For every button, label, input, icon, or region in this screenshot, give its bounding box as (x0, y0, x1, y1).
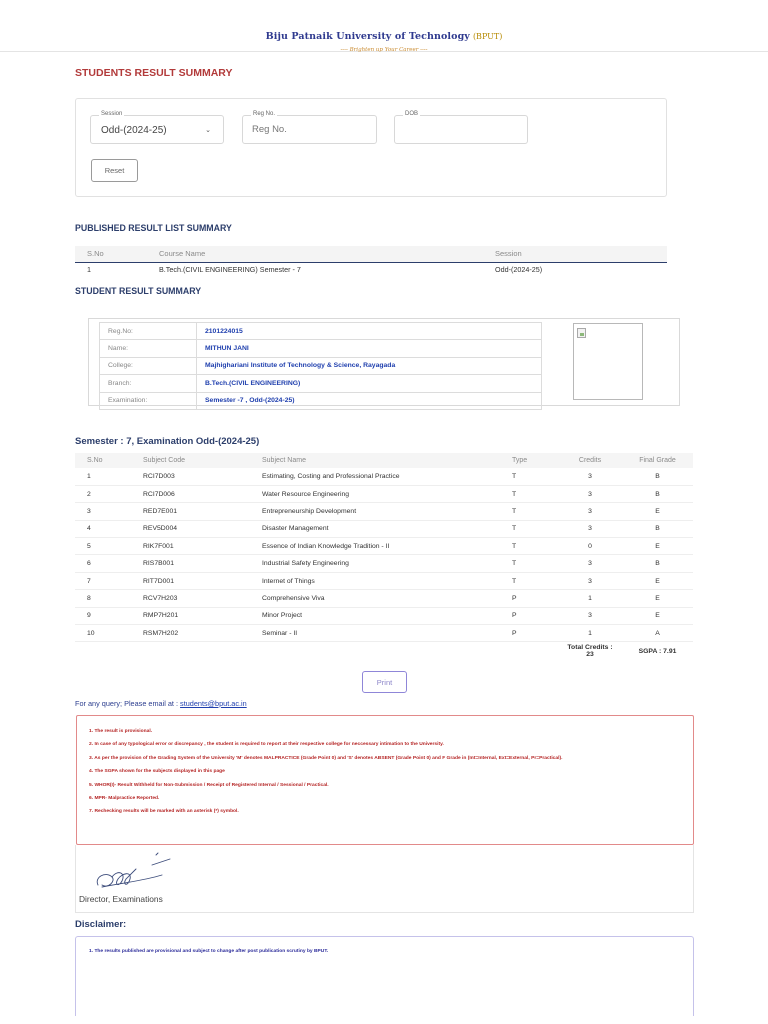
table-row (75, 503, 693, 520)
info-row-college (100, 357, 542, 374)
cell-credits: 3 (558, 555, 622, 572)
cell-type: T (512, 572, 558, 589)
published-list-title: PUBLISHED RESULT LIST SUMMARY (75, 223, 232, 233)
results-table (75, 453, 693, 659)
cell-grade: B (622, 485, 693, 502)
totals-row (75, 642, 693, 659)
session-value: Odd-(2024-25) (101, 125, 167, 136)
info-row-name (100, 340, 542, 357)
info-value: 2101224015 (197, 323, 542, 340)
cell-grade: E (622, 572, 693, 589)
cell-credits: 1 (558, 625, 622, 642)
cell-credits: 0 (558, 538, 622, 555)
cell-grade: B (622, 520, 693, 537)
cell-subject-code: RIK7F001 (143, 538, 262, 555)
session-select[interactable] (90, 111, 224, 144)
cell-sno: 4 (75, 520, 143, 537)
search-card (75, 98, 667, 197)
cell-type: P (512, 625, 558, 642)
tagline: ---- Brighten up Your Career ---- (340, 47, 428, 53)
note-item: 1. The result is provisional. (89, 729, 153, 734)
query-line (75, 699, 247, 708)
page-title: STUDENTS RESULT SUMMARY (75, 67, 233, 79)
cell-session: Odd-(2024-25) (495, 264, 543, 274)
cell-type: P (512, 607, 558, 624)
cell-subject-name: Estimating, Costing and Professional Practice (262, 468, 512, 485)
table-row (75, 538, 693, 555)
table-row (75, 485, 693, 502)
cell-type: T (512, 503, 558, 520)
cell-sno: 8 (75, 590, 143, 607)
cell-subject-code: RSM7H202 (143, 625, 262, 642)
disclaimer-title: Disclaimer: (75, 919, 127, 930)
cell-subject-code: RIT7D001 (143, 572, 262, 589)
cell-subject-code: RCI7D006 (143, 485, 262, 502)
note-item: 7. Rechecking results will be marked with an asterisk (*) symbol. (89, 809, 239, 815)
info-label: College: (100, 357, 197, 374)
cell-sno: 6 (75, 555, 143, 572)
column-header: Credits (558, 453, 622, 468)
disclaimer-box (75, 936, 694, 1016)
director-label: Director, Examinations (79, 894, 163, 904)
info-label: Reg.No: (100, 323, 197, 340)
cell-sno: 2 (75, 485, 143, 502)
site-header (0, 0, 768, 52)
column-header: Session (495, 246, 667, 262)
cell-type: T (512, 538, 558, 555)
cell-subject-name: Water Resource Engineering (262, 485, 512, 502)
cell-grade: B (622, 468, 693, 485)
cell-subject-name: Disaster Management (262, 520, 512, 537)
info-row-examination (100, 392, 542, 409)
cell-subject-code: RMP7H201 (143, 607, 262, 624)
regno-label: Reg No. (253, 111, 276, 117)
note-item: 2. In case of any typological error or discrepancy , the student is required to report at their respective college for neccessary intimation to the University. (89, 742, 444, 748)
university-name: Biju Patnaik University of Technology (265, 31, 470, 42)
note-item: 6. MPR- Malpractice Reported. (89, 796, 160, 802)
cell-subject-code: REV5D004 (143, 520, 262, 537)
regno-field (242, 111, 377, 144)
student-summary-title: STUDENT RESULT SUMMARY (75, 286, 202, 296)
cell-grade: E (622, 607, 693, 624)
info-value: Majhighariani Institute of Technology & Science, Rayagada (197, 357, 542, 374)
sgpa-value: SGPA : 7.91 (638, 648, 677, 656)
info-row-regno (100, 323, 542, 340)
info-value: Semester -7 , Odd-(2024-25) (197, 392, 542, 409)
total-credits (558, 642, 622, 659)
cell-subject-code: RIS7B001 (143, 555, 262, 572)
cell-grade: E (622, 503, 693, 520)
total-credits-value: 23 (586, 651, 594, 659)
table-row (75, 590, 693, 607)
cell-course-name: B.Tech.(CIVIL ENGINEERING) Semester - 7 (159, 264, 301, 274)
info-value: MITHUN JANI (197, 340, 542, 357)
cell-subject-name: Industrial Safety Engineering (262, 555, 512, 572)
cell-subject-name: Internet of Things (262, 572, 512, 589)
table-header-row (75, 453, 693, 468)
column-header: Final Grade (622, 453, 693, 468)
chevron-down-icon: ⌄ (205, 127, 211, 134)
column-header: Subject Code (143, 453, 262, 468)
semester-title: Semester : 7, Examination Odd-(2024-25) (75, 436, 260, 447)
info-label: Name: (100, 340, 197, 357)
regno-input[interactable] (252, 124, 352, 135)
notes-box (76, 715, 694, 845)
cell-credits: 3 (558, 572, 622, 589)
cell-subject-name: Entrepreneurship Development (262, 503, 512, 520)
cell-subject-code: RED7E001 (143, 503, 262, 520)
note-item: 5. WHOR(I)- Result Withheld for Non-Submission / Receipt of Registered Internal / Sessional / Practical. (89, 782, 329, 788)
cell-subject-name: Essence of Indian Knowledge Tradition - II (262, 538, 512, 555)
info-value: B.Tech.(CIVIL ENGINEERING) (197, 375, 542, 392)
note-item: 4. The SGPA shown for the subjects displayed in this page (89, 769, 225, 775)
cell-credits: 3 (558, 503, 622, 520)
cell-sno: 7 (75, 572, 143, 589)
table-row (75, 555, 693, 572)
dob-field[interactable] (394, 111, 528, 144)
table-row (75, 520, 693, 537)
table-row (75, 468, 693, 485)
info-label: Examination: (100, 392, 197, 409)
student-info-table (99, 322, 542, 410)
signature-card (75, 845, 694, 913)
student-photo (573, 323, 643, 400)
cell-subject-name: Seminar - II (262, 625, 512, 642)
note-item: 3. As per the provision of the Grading System of the University 'M' denotes MALPRACTICE (Grade Point 0) and 'S' denotes ABSENT (Grade Point 0) and F Grade in (Int=Internal, Ext=External, Pr=Practical). (89, 755, 563, 761)
table-row (75, 607, 693, 624)
cell-subject-code: RCV7H203 (143, 590, 262, 607)
total-credits-label: Total Credits : (567, 644, 613, 652)
column-header: S.No (75, 453, 143, 468)
cell-sno: 1 (87, 264, 91, 274)
cell-credits: 1 (558, 590, 622, 607)
cell-grade: E (622, 590, 693, 607)
cell-sno: 10 (75, 625, 143, 642)
cell-sno: 5 (75, 538, 143, 555)
cell-type: T (512, 555, 558, 572)
cell-subject-name: Minor Project (262, 607, 512, 624)
cell-grade: E (622, 538, 693, 555)
cell-credits: 3 (558, 520, 622, 537)
cell-credits: 3 (558, 485, 622, 502)
column-header: S.No (75, 246, 159, 262)
column-header: Course Name (159, 246, 495, 262)
table-row[interactable] (75, 262, 667, 276)
column-header: Type (512, 453, 558, 468)
dob-label: DOB (405, 111, 419, 117)
broken-image-icon (577, 328, 586, 338)
cell-type: T (512, 520, 558, 537)
info-row-branch (100, 375, 542, 392)
cell-type: T (512, 468, 558, 485)
table-row (75, 625, 693, 642)
cell-sno: 3 (75, 503, 143, 520)
table-row (75, 572, 693, 589)
session-label: Session (101, 111, 123, 117)
cell-sno: 9 (75, 607, 143, 624)
disclaimer-text: 1. The results published are provisional and subject to change after post publication scrutiny by BPUT. (89, 949, 329, 954)
cell-credits: 3 (558, 607, 622, 624)
table-header-row (75, 246, 667, 262)
email-link[interactable]: students@bput.ac.in (180, 699, 247, 708)
cell-subject-name: Comprehensive Viva (262, 590, 512, 607)
info-label: Branch: (100, 375, 197, 392)
director-signature (92, 851, 182, 893)
print-button[interactable]: Print (362, 671, 407, 693)
cell-grade: B (622, 555, 693, 572)
published-result-table (75, 246, 667, 276)
column-header: Subject Name (262, 453, 512, 468)
cell-type: P (512, 590, 558, 607)
query-text: For any query; Please email at : (75, 699, 179, 708)
university-abbreviation: (BPUT) (472, 32, 503, 41)
cell-subject-code: RCI7D003 (143, 468, 262, 485)
cell-credits: 3 (558, 468, 622, 485)
cell-grade: A (622, 625, 693, 642)
cell-sno: 1 (75, 468, 143, 485)
reset-button[interactable]: Reset (91, 159, 138, 182)
cell-type: T (512, 485, 558, 502)
student-info-card (88, 318, 680, 406)
